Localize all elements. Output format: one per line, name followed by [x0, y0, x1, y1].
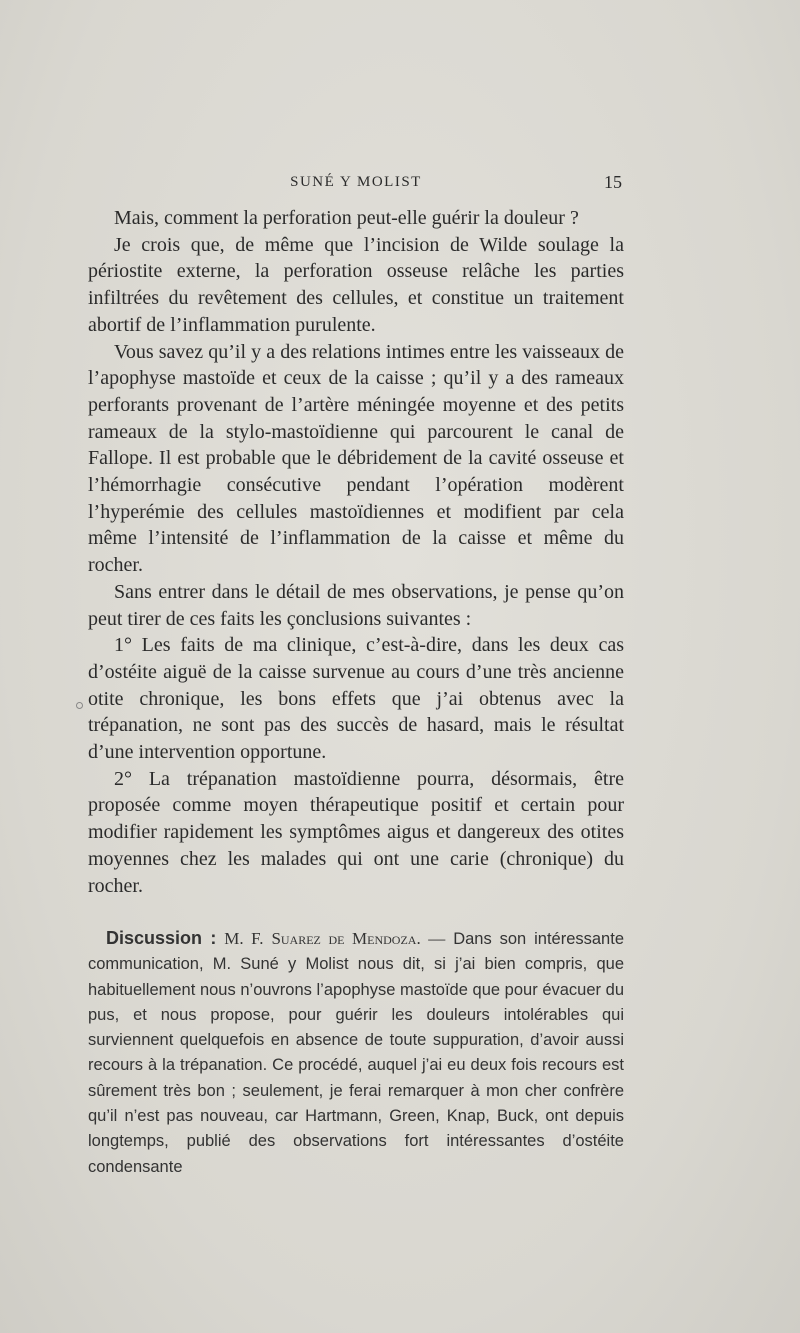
paragraph: 2° La trépanation mastoïdienne pourra, désormais, être proposée comme moyen thérapeutique positif et certain pour modifier rapidement les symptômes aigus et dangereux des otites moyennes chez les malades qui ont une carie (chronique) du rocher.: [88, 767, 624, 897]
discussion-label: Discussion :: [106, 928, 217, 948]
discussion-text: Dans son intéressante communication, M. Suné y Molist nous dit, si j’ai bien compris, que habituellement nous n’ouvrons l’apophyse mastoïde que pour évacuer du pus, et nous propose, pour guérir les douleurs intolérables qui surviennent quelquefois en absence de toute suppuration, d’avoir aussi recours à la trépanation. Ce procédé, auquel j’ai eu deux fois recours est sûrement très bon ; seulement, je ferai remarquer à mon cher confrère qu’il n’est pas nouveau, car Hartmann, Green, Knap, Buck, ont depuis longtemps, publié des observations fort intéressantes d’ostéite condensante: [88, 930, 624, 1176]
paragraph: Je crois que, de même que l’incision de Wilde soulage la périostite externe, la perforation osseuse relâche les parties infiltrées du revêtement des cellules, et constitue un traitement abortif de l’inflammation purulente.: [88, 233, 624, 336]
paragraph: Vous savez qu’il y a des relations intimes entre les vaisseaux de l’apophyse mastoïde et ceux de la caisse ; qu’il y a des rameaux perforants provenant de l’artère méningée moyenne et des petits rameaux de la stylo-mastoïdienne qui parcourent le canal de Fallope. Il est probable que le débridement de la cavité osseuse et l’hémorrhagie consécutive pendant l’opération modèrent l’hyperémie des cellules mastoïdiennes et modifient par cela même l’intensité de l’inflammation de la caisse et même du rocher.: [88, 340, 624, 577]
paragraph: Mais, comment la perforation peut-elle guérir la douleur ?: [114, 207, 579, 229]
page-number: 15: [604, 172, 622, 192]
discussion-paragraph: [88, 926, 624, 1180]
page-header: [88, 172, 624, 196]
discussion-dash: . —: [416, 929, 446, 948]
discussion-section: [88, 926, 624, 1180]
discussion-author-name: Suarez de Mendoza: [271, 929, 417, 948]
running-title: SUNÉ Y MOLIST: [290, 174, 422, 190]
discussion-author-initials: M. F.: [224, 929, 264, 948]
main-text: [88, 205, 624, 899]
paragraph: Sans entrer dans le détail de mes observations, je pense qu’on peut tirer de ces faits les çonclusions suivantes :: [88, 580, 624, 630]
paragraph: 1° Les faits de ma clinique, c’est-à-dire, dans les deux cas d’ostéite aiguë de la caisse survenue au cours d’une très ancienne otite chronique, les bons effets que j’ai obtenus avec la trépanation, ne sont pas des succès de hasard, mais le résultat d’une intervention opportune.: [88, 634, 624, 764]
margin-mark: [76, 702, 83, 709]
